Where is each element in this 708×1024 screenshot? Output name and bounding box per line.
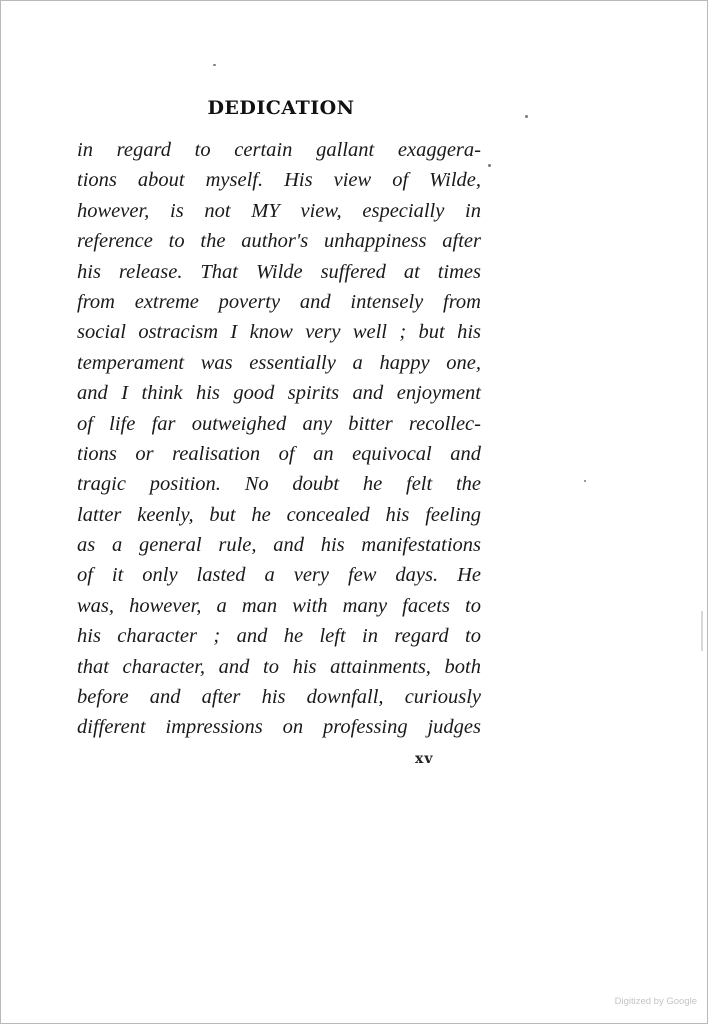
text-line: social ostracism I know very well ; but his (77, 321, 481, 344)
body-text (77, 135, 481, 743)
text-line: was, however, a man with many facets to (77, 594, 481, 617)
text-line: different impressions on professing judges (77, 716, 481, 739)
text-line: reference to the author's unhappiness after (77, 230, 481, 253)
text-line: in regard to certain gallant exaggera- (77, 139, 481, 161)
text-line: as a general rule, and his manifestations (77, 534, 481, 557)
text-line: that character, and to his attainments, both (77, 655, 481, 678)
text-line: tions or realisation of an equivocal and (77, 442, 481, 465)
scan-edge-mark (701, 611, 703, 651)
text-line: and I think his good spirits and enjoyment (77, 382, 481, 405)
text-line: temperament was essentially a happy one, (77, 351, 481, 374)
text-line: tragic position. No doubt he felt the (77, 473, 481, 496)
text-line: his release. That Wilde suffered at times (77, 260, 481, 283)
text-line: before and after his downfall, curiously (77, 686, 481, 709)
text-line: however, is not MY view, especially in (77, 199, 481, 222)
text-line: tions about myself. His view of Wilde, (77, 169, 481, 192)
digitized-watermark: Digitized by Google (614, 996, 697, 1007)
page-heading: DEDICATION (207, 97, 355, 119)
text-line: his character ; and he left in regard to (77, 625, 481, 648)
text-line: of it only lasted a very few days. He (77, 564, 481, 587)
scan-speck (213, 64, 216, 66)
scan-speck (584, 480, 586, 482)
text-line: from extreme poverty and intensely from (77, 290, 481, 313)
scan-speck (525, 115, 528, 118)
text-line: of life far outweighed any bitter recollec- (77, 412, 481, 435)
page-number: xv (415, 751, 434, 767)
text-line: latter keenly, but he concealed his feeling (77, 503, 481, 526)
scan-speck (488, 164, 491, 167)
